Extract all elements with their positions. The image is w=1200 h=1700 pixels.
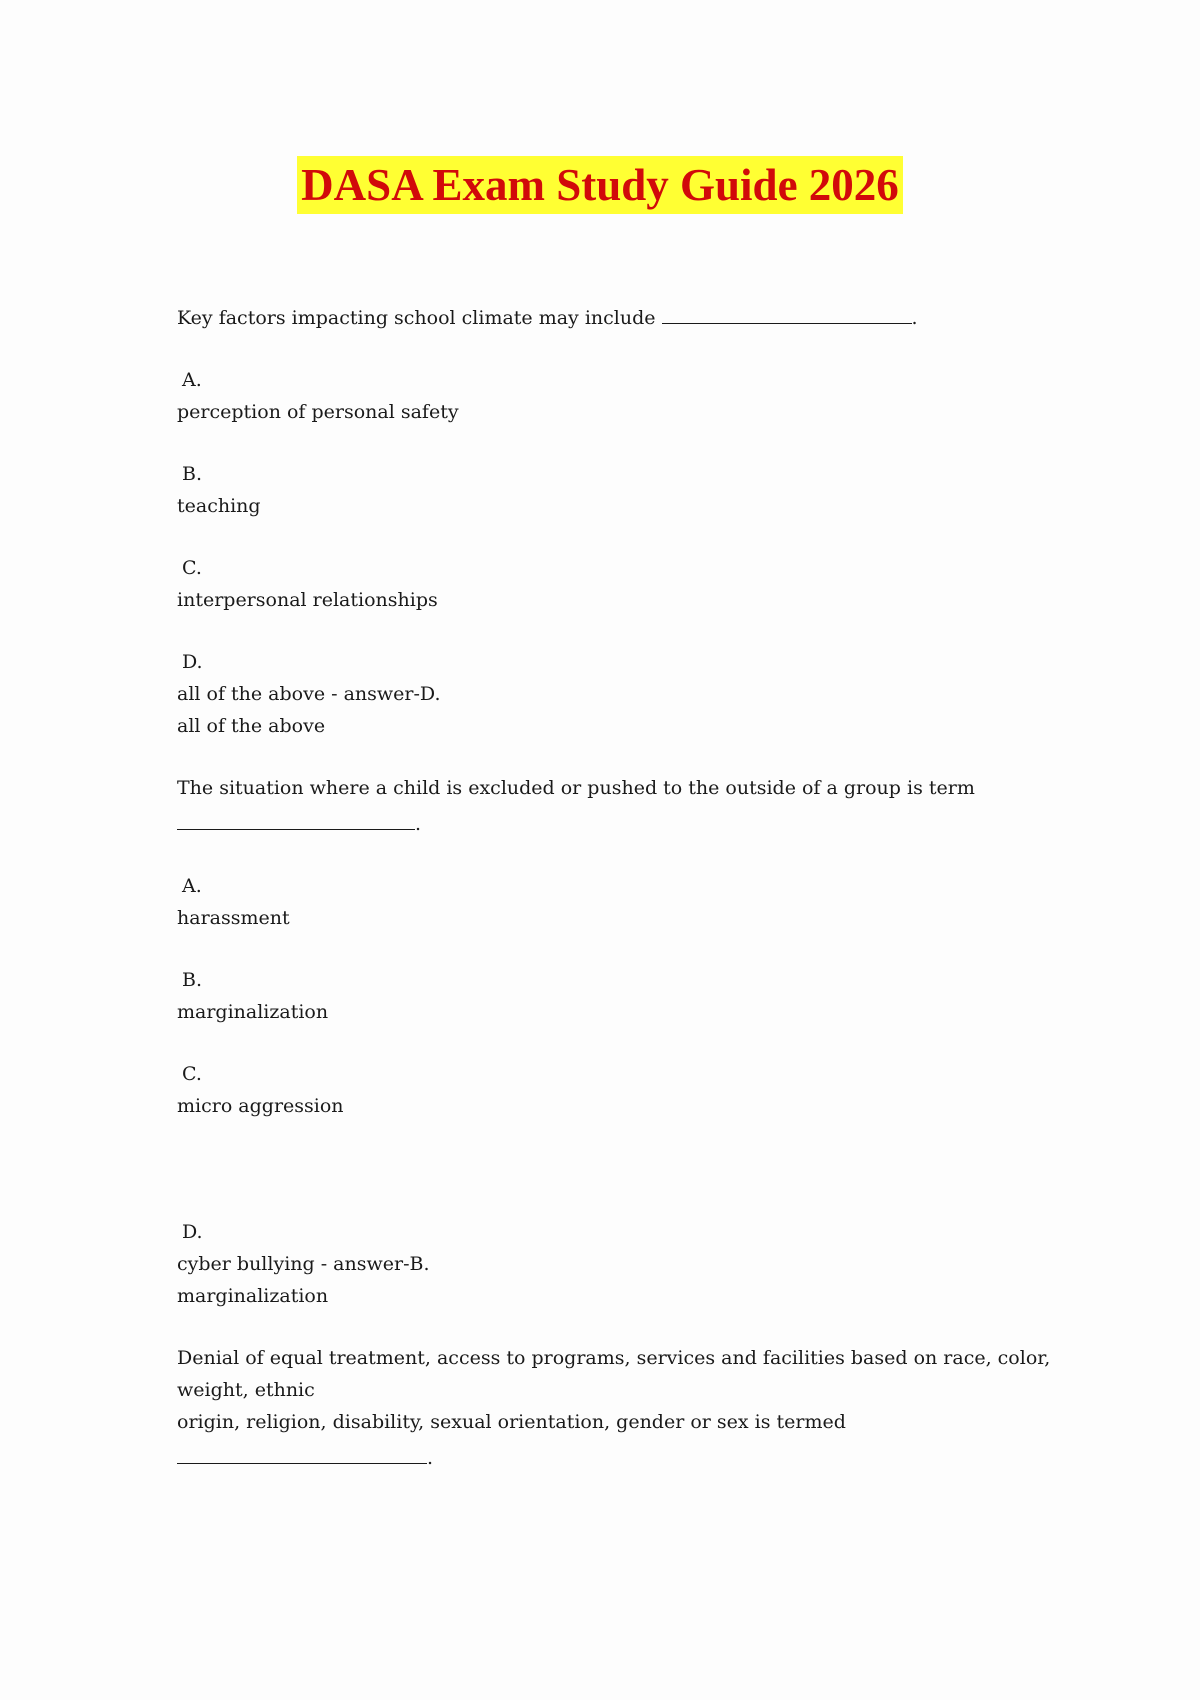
option-letter: C.: [182, 557, 202, 579]
answer-text: all of the above: [177, 715, 326, 737]
question-3-line-3: origin, religion, disability, sexual orientation, gender or sex is termed: [177, 1411, 846, 1433]
option-text: harassment: [177, 907, 290, 929]
option-letter: A.: [182, 369, 202, 391]
answer-blank: [662, 303, 912, 324]
option-text: teaching: [177, 495, 261, 517]
option-text: marginalization: [177, 1001, 329, 1023]
question-3-line-2: weight, ethnic: [177, 1379, 315, 1401]
option-letter: C.: [182, 1063, 202, 1085]
question-2-blank-line: [177, 808, 1037, 840]
document-body: [177, 302, 1051, 1474]
answer-blank: [177, 1443, 427, 1464]
blank-suffix: .: [911, 307, 918, 329]
option-letter: B.: [182, 463, 203, 485]
question-3-blank-line: [177, 1442, 1037, 1474]
option-letter: D.: [182, 1221, 203, 1243]
answer-blank: [177, 809, 415, 830]
blank-suffix: .: [415, 813, 422, 835]
question-1-text: Key factors impacting school climate may include: [177, 307, 656, 329]
option-letter: A.: [182, 875, 202, 897]
option-text-with-answer: all of the above - answer-D.: [177, 683, 441, 705]
option-letter: D.: [182, 651, 203, 673]
title-container: [0, 156, 1200, 214]
question-2: The situation where a child is excluded or pushed to the outside of a group is term: [177, 777, 975, 799]
question-3-line-1: Denial of equal treatment, access to programs, services and facilities based on race, color,: [177, 1347, 1051, 1369]
document-title: DASA Exam Study Guide 2026: [297, 156, 903, 214]
blank-suffix: .: [427, 1447, 434, 1469]
option-letter: B.: [182, 969, 203, 991]
question-1: [177, 302, 1037, 334]
answer-text: marginalization: [177, 1285, 329, 1307]
option-text-with-answer: cyber bullying - answer-B.: [177, 1253, 430, 1275]
option-text: micro aggression: [177, 1095, 344, 1117]
option-text: interpersonal relationships: [177, 589, 438, 611]
option-text: perception of personal safety: [177, 401, 459, 423]
